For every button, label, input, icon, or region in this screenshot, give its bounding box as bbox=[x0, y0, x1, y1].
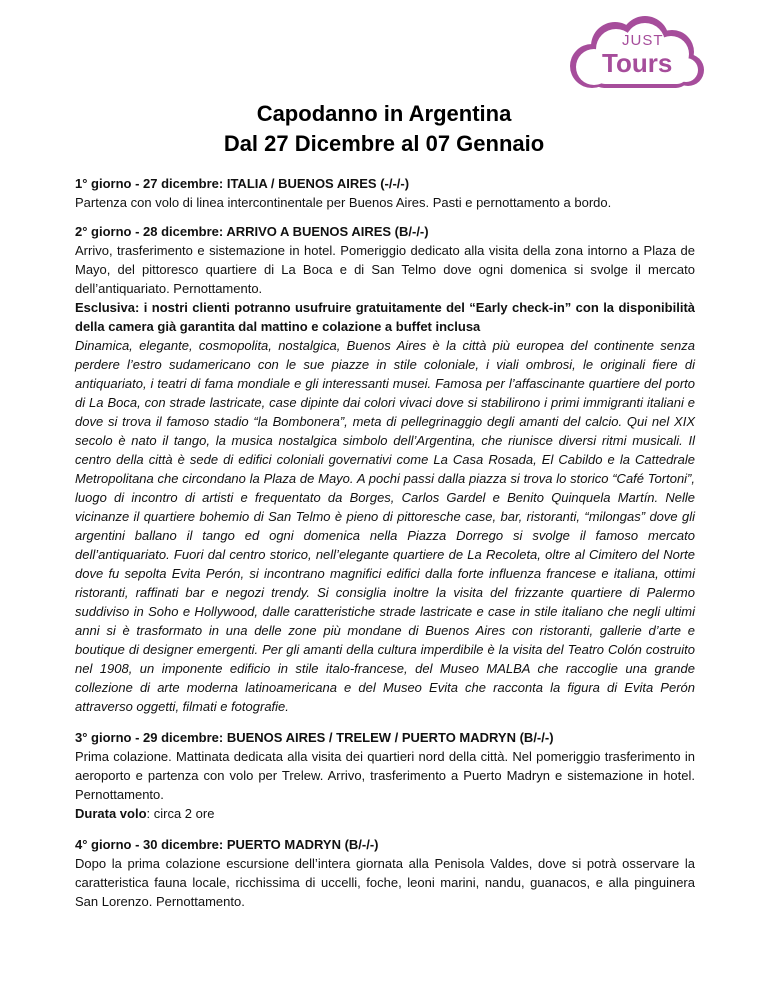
day-3 bbox=[75, 728, 695, 823]
day-text: Prima colazione. Mattinata dedicata alla visita dei quartieri nord della città. Nel pomeriggio trasferimento in aeroporto e partenza con volo per Trelew. Arrivo, trasferimento a Puerto Madryn e sistemazione in hotel. Pernottamento. bbox=[75, 749, 695, 802]
day-text: Dopo la prima colazione escursione dell’intera giornata alla Penisola Valdes, dove si potrà osservare la caratteristica fauna locale, ricchissima di uccelli, foche, leoni marini, nandu, guanacos, e alla pinguinera San Lorenzo. Pernottamento. bbox=[75, 856, 695, 909]
day-text: Arrivo, trasferimento e sistemazione in hotel. Pomeriggio dedicato alla visita della zona intorno a Plaza de Mayo, del pittoresco quartiere di La Boca e di San Telmo dove ogni domenica si svolge il mercato dell’antiquariato. Pernottamento. bbox=[75, 243, 695, 296]
page-title-line-1: Capodanno in Argentina bbox=[256, 101, 512, 126]
day-text: Partenza con volo di linea intercontinentale per Buenos Aires. Pasti e pernottamento a bordo. bbox=[75, 195, 612, 210]
day-heading: 1° giorno - 27 dicembre: ITALIA / BUENOS AIRES (-/-/-) bbox=[75, 176, 410, 191]
flight-duration-value: : circa 2 ore bbox=[146, 806, 215, 821]
just-tours-logo bbox=[560, 14, 710, 92]
day-2 bbox=[75, 222, 695, 716]
day-1 bbox=[75, 174, 695, 212]
city-description: Dinamica, elegante, cosmopolita, nostalgica, Buenos Aires è la città più europea del continente senza perdere l’estro sudamericano con le sue piazze in stile coloniale, i viali ombrosi, le originali fiere di antiquariato, i teatri di fama mondiale e gli interessanti musei. Famosa per l’affascinante quartiere del porto di La Boca, con strade lastricate, case dipinte dai colori vivaci dove si stabilirono i primi immigranti italiani e dove si trova il famoso stadio “la Bombonera”, meta di pellegrinaggio degli amanti del calcio. Qui nel XIX secolo è nato il tango, la musica nostalgica simbolo dell’Argentina, che riunisce diversi ritmi musicali. Il centro della città è sede di edifici coloniali governativi come La Casa Rosada, El Cabildo e la Cattedrale Metropolitana che circondano la Plaza de Mayo. A pochi passi dalla piazza si trova lo storico “Café Tortoni”, luogo di incontro di artisti e frequentato da Borges, Carlos Gardel e Benito Quinquela Martín. Nelle vicinanze il quartiere bohemio di San Telmo è pieno di pittoresche case, bar, ristoranti, “milongas” dove gli argentini ballano il tango ed ogni domenica nella Piazza Dorrego si svolge il famoso mercato dell’antiquariato. Fuori dal centro storico, nell’elegante quartiere de La Recoleta, oltre al Cimitero del Norte dove fu sepolta Evita Perón, si incontrano magnifici edifici dalla forte influenza francese e italiana, ottimi ristoranti, raffinati bar e negozi trendy. Si consiglia inoltre la visita del frizzante quartiere di Palermo suddiviso in Soho e Hollywood, dalle caratteristiche strade lastricate e case in stile italiano che negli ultimi anni si è trasformato in una delle zone più mondane di Buenos Aires con ristoranti, gallerie d’arte e boutique di designer emergenti. Per gli amanti della cultura imperdibile è la visita del Teatro Colón costruito nel 1908, un imponente edificio in stile italo-francese, del Museo MALBA che raccoglie una grande collezione di arte moderna latinoamericana e del Museo Evita che racconta la figura di Evita Perón attraverso oggetti, filmati e fotografie. bbox=[75, 338, 695, 714]
logo-bottom-text: Tours bbox=[602, 48, 673, 78]
flight-duration bbox=[75, 804, 695, 823]
day-heading: 4° giorno - 30 dicembre: PUERTO MADRYN (B/-/-) bbox=[75, 837, 379, 852]
day-heading: 3° giorno - 29 dicembre: BUENOS AIRES / TRELEW / PUERTO MADRYN (B/-/-) bbox=[75, 730, 554, 745]
itinerary bbox=[75, 174, 695, 921]
flight-duration-label: Durata volo bbox=[75, 806, 147, 821]
exclusive-note: Esclusiva: i nostri clienti potranno usufruire gratuitamente del “Early check-in” con la disponibilità della camera già garantita dal mattino e colazione a buffet inclusa bbox=[75, 300, 695, 334]
day-heading: 2° giorno - 28 dicembre: ARRIVO A BUENOS AIRES (B/-/-) bbox=[75, 224, 429, 239]
page-title-line-2: Dal 27 Dicembre al 07 Gennaio bbox=[223, 131, 545, 156]
day-4 bbox=[75, 835, 695, 911]
logo-top-text: JUST bbox=[622, 32, 664, 49]
